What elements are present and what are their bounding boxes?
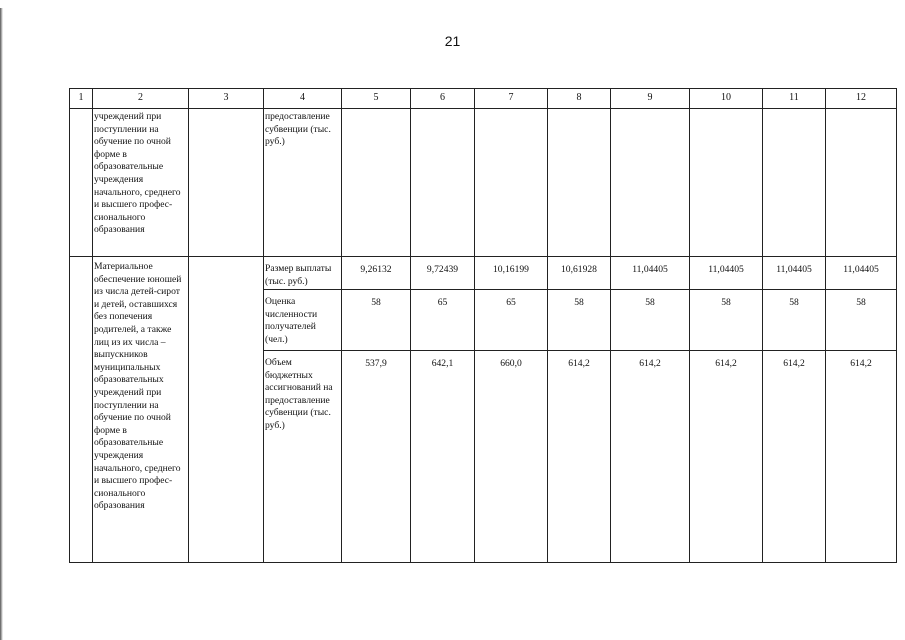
table-cell: 642,1 [411, 351, 475, 563]
column-header: 5 [342, 89, 411, 109]
table-cell: 537,9 [342, 351, 411, 563]
table-cell [611, 109, 690, 257]
table-cell: 58 [690, 290, 763, 351]
table-cell: 58 [763, 290, 826, 351]
data-table [69, 88, 897, 563]
table-cell: 65 [411, 290, 475, 351]
header-row [70, 89, 897, 109]
table-row-continued [70, 109, 897, 257]
row-indicator: Оценка численности получателей (чел.) [265, 296, 318, 345]
table-cell: 10,61928 [548, 257, 611, 290]
section-description: Материальное обеспечение юношей из числа детей-сирот и детей, оставшихся без попечения родителей, а также лиц из их числа – выпускников муниципальных образовательных учреждений при поступлении на обучение по очной форме в образовательные учреждения начального, среднего и высшего профес-сионального образования [94, 261, 182, 512]
table-cell: 11,04405 [826, 257, 897, 290]
table-cell [763, 109, 826, 257]
table-cell: 58 [342, 290, 411, 351]
table-cell [411, 109, 475, 257]
row-indicator: Размер выплаты (тыс. руб.) [265, 263, 332, 287]
table-cell: 11,04405 [690, 257, 763, 290]
table-cell: 614,2 [548, 351, 611, 563]
table-cell: 614,2 [611, 351, 690, 563]
table-cell: 10,16199 [475, 257, 548, 290]
table-cell [189, 257, 264, 563]
table-cell: 614,2 [690, 351, 763, 563]
table-cell: 11,04405 [611, 257, 690, 290]
column-header: 7 [475, 89, 548, 109]
table-cell [70, 257, 93, 563]
row-description: учреждений при поступлении на обучение по очной форме в образовательные учреждения начального, среднего и высшего профес-сионального образования [94, 111, 181, 236]
table-cell [690, 109, 763, 257]
table-cell [264, 290, 342, 351]
column-header: 9 [611, 89, 690, 109]
table-cell: 614,2 [763, 351, 826, 563]
table-cell [826, 109, 897, 257]
page-number: 21 [444, 33, 461, 49]
table-cell [264, 109, 342, 257]
table-cell: 58 [548, 290, 611, 351]
table-cell [475, 109, 548, 257]
column-header: 2 [93, 89, 189, 109]
table-row [70, 257, 897, 290]
table-cell: 65 [475, 290, 548, 351]
table-cell: 614,2 [826, 351, 897, 563]
table-cell: 9,72439 [411, 257, 475, 290]
scan-edge-shadow [0, 8, 3, 640]
table-cell: 660,0 [475, 351, 548, 563]
table-cell [93, 109, 189, 257]
column-header: 11 [763, 89, 826, 109]
column-header: 1 [70, 89, 93, 109]
column-header: 12 [826, 89, 897, 109]
table-cell [264, 257, 342, 290]
table-cell: 58 [826, 290, 897, 351]
table-cell: 9,26132 [342, 257, 411, 290]
column-header: 4 [264, 89, 342, 109]
column-header: 6 [411, 89, 475, 109]
row-indicator: предоставление субвенции (тыс. руб.) [265, 111, 331, 148]
table-cell [342, 109, 411, 257]
table-cell: 58 [611, 290, 690, 351]
column-header: 10 [690, 89, 763, 109]
table-cell [548, 109, 611, 257]
row-indicator: Объем бюджетных ассигнований на предоставление субвенции (тыс. руб.) [265, 357, 333, 431]
table-cell [189, 109, 264, 257]
table-cell: 11,04405 [763, 257, 826, 290]
table-cell [70, 109, 93, 257]
table-cell [264, 351, 342, 563]
column-header: 8 [548, 89, 611, 109]
table-cell [93, 257, 189, 563]
column-header: 3 [189, 89, 264, 109]
